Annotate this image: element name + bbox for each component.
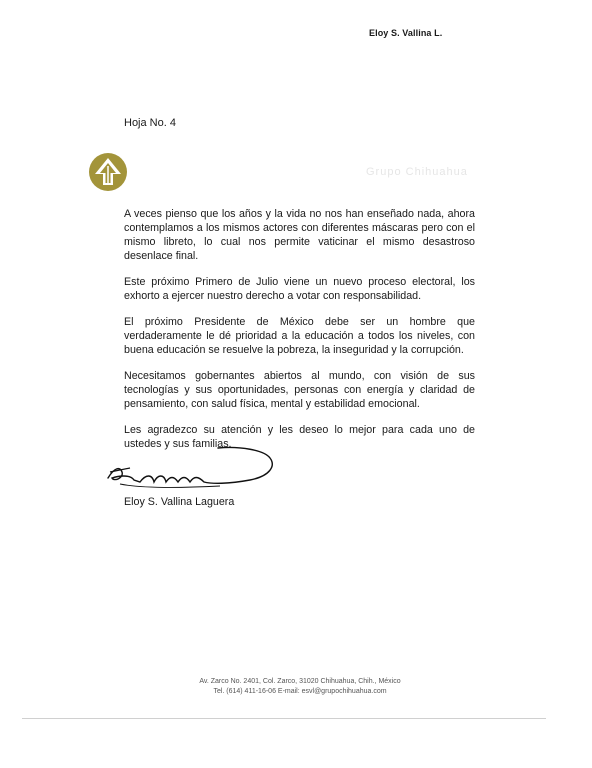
- footer-divider: [22, 718, 546, 719]
- handwritten-signature: [100, 438, 280, 498]
- paragraph: Les agradezco su atención y les deseo lo mejor para cada uno de ustedes y sus familias.: [124, 424, 475, 450]
- header-author-name: Eloy S. Vallina L.: [369, 28, 443, 38]
- paragraph: El próximo Presidente de México debe ser un hombre que verdaderamente le dé prioridad a la educación a todos los niveles, con buena educación se resuelve la pobreza, la inseguridad y la corrupción.: [124, 316, 475, 356]
- arrow-up-logo-icon: [88, 152, 128, 192]
- signer-name: Eloy S. Vallina Laguera: [124, 496, 235, 508]
- paragraph: Este próximo Primero de Julio viene un nuevo proceso electoral, los exhorto a ejercer nuestro derecho a votar con responsabilidad.: [124, 276, 475, 302]
- company-watermark: Grupo Chihuahua: [366, 166, 468, 178]
- footer: [150, 677, 450, 697]
- paragraph: Necesitamos gobernantes abiertos al mundo, con visión de sus tecnologías y sus oportunidades, personas con energía y claridad de pensamiento, con salud física, mental y estabilidad emocional.: [124, 370, 475, 410]
- footer-contact: Tel. (614) 411-16-06 E-mail: esvl@grupochihuahua.com: [213, 688, 387, 695]
- footer-address: Av. Zarco No. 2401, Col. Zarco, 31020 Chihuahua, Chih., México: [199, 678, 401, 685]
- sheet-number: Hoja No. 4: [124, 117, 176, 129]
- paragraph: A veces pienso que los años y la vida no nos han enseñado nada, ahora contemplamos a los mismos actores con diferentes máscaras pero con el mismo libreto, lo cual nos permite vaticinar el mismo desastroso desenlace final.: [124, 208, 475, 262]
- letter-body: [124, 207, 475, 463]
